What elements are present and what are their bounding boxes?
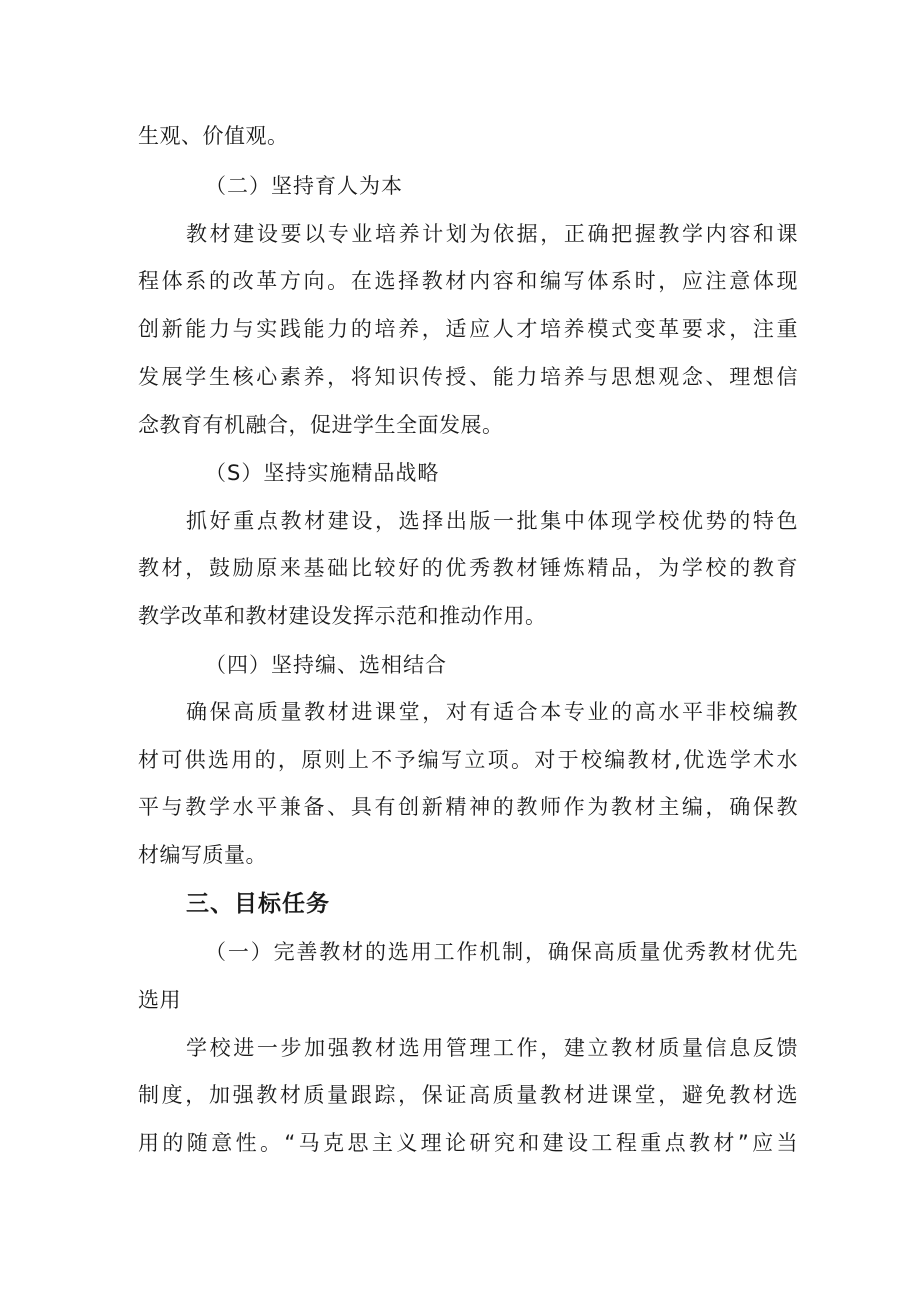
paragraph-line: 抓好重点教材建设，选择出版一批集中体现学校优势的特色 [186, 509, 798, 533]
paragraph-line: 材可供选用的，原则上不予编写立项。对于校编教材,优选学术水 [138, 748, 798, 772]
section-subheading-continued: 选用 [138, 988, 181, 1012]
section-subheading: （一）完善教材的选用工作机制，确保高质量优秀教材优先 [205, 940, 798, 964]
paragraph-line: 念教育有机融合，促进学生全面发展。 [138, 413, 504, 437]
paragraph-line: 材编写质量。 [138, 843, 267, 867]
paragraph-line: 程体系的改革方向。在选择教材内容和编写体系时，应注意体现 [138, 269, 798, 293]
section-subheading: （四）坚持编、选相结合 [205, 653, 447, 677]
paragraph-line: 生观、价值观。 [138, 124, 289, 148]
paragraph-line: 学校进一步加强教材选用管理工作，建立教材质量信息反馈 [186, 1036, 798, 1060]
paragraph-line: 确保高质量教材进课堂，对有适合本专业的高水平非校编教 [186, 700, 798, 724]
paragraph-line: 发展学生核心素养，将知识传授、能力培养与思想观念、理想信 [138, 365, 798, 389]
paragraph-line: 用的随意性。“马克思主义理论研究和建设工程重点教材”应当 [138, 1131, 798, 1155]
section-heading: 三、目标任务 [186, 891, 330, 917]
section-subheading: （S）坚持实施精品战略 [205, 461, 440, 485]
paragraph-line: 创新能力与实践能力的培养，适应人才培养模式变革要求，注重 [138, 317, 798, 341]
paragraph-line: 教学改革和教材建设发挥示范和推动作用。 [138, 604, 547, 628]
paragraph-line: 制度，加强教材质量跟踪，保证高质量教材进课堂，避免教材选 [138, 1083, 798, 1107]
paragraph-line: 教材，鼓励原来基础比较好的优秀教材锤炼精品，为学校的教育 [138, 556, 798, 580]
section-subheading: （二）坚持育人为本 [205, 174, 403, 198]
paragraph-line: 教材建设要以专业培养计划为依据，正确把握教学内容和课 [186, 222, 798, 246]
paragraph-line: 平与教学水平兼备、具有创新精神的教师作为教材主编，确保教 [138, 795, 798, 819]
